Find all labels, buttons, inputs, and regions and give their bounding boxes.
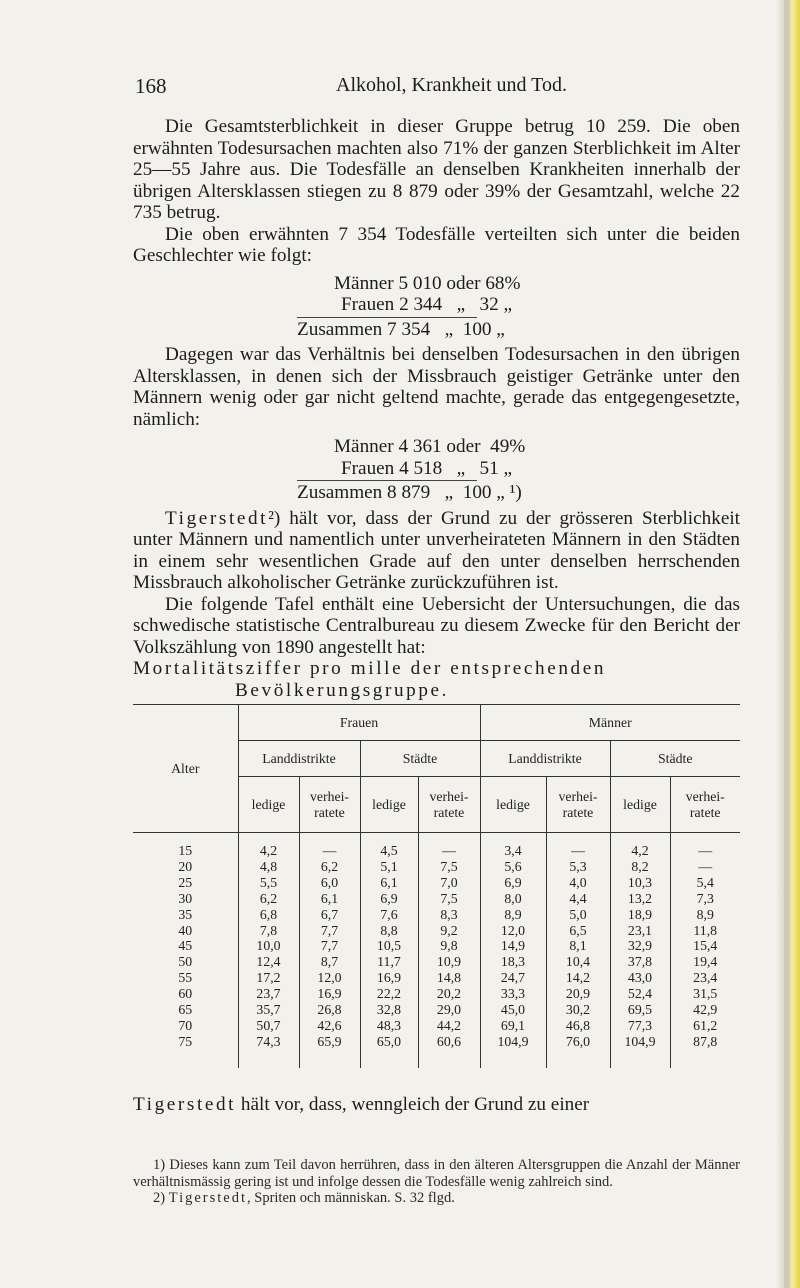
rate-cell: 8,8 (360, 923, 418, 939)
rate-cell: 6,7 (299, 907, 360, 923)
rate-cell: 13,2 (610, 891, 670, 907)
table-row (133, 1034, 740, 1068)
rate-cell: 7,3 (696, 890, 714, 906)
rate-cell: 7,7 (299, 923, 360, 939)
rate-cell: 14,9 (480, 938, 546, 954)
rate-cell: 4,8 (238, 859, 299, 875)
rate-cell: 14,8 (418, 970, 480, 986)
rate-cell: 48,3 (360, 1018, 418, 1034)
table-row (133, 970, 740, 986)
rate-cell: 45,0 (480, 1002, 546, 1018)
header-verheiratete: verhei- ratete (670, 777, 740, 833)
table-caption (133, 658, 740, 701)
rate-cell: 8,9 (696, 906, 714, 922)
header-staedte: Städte (610, 741, 740, 777)
rate-cell: 10,0 (238, 938, 299, 954)
rate-cell: — (546, 833, 610, 859)
table-row (133, 859, 740, 875)
header-landdistrikte: Landdistrikte (238, 741, 360, 777)
rate-cell: 104,9 (610, 1034, 670, 1068)
age-cell: 45 (133, 938, 238, 954)
rate-cell: 77,3 (610, 1018, 670, 1034)
rate-cell: — (698, 858, 713, 874)
mortality-table (133, 704, 740, 1068)
age-cell: 75 (133, 1034, 238, 1068)
rate-cell: 6,0 (299, 875, 360, 891)
sum-table-2 (133, 436, 740, 504)
rate-cell: 5,6 (480, 859, 546, 875)
age-cell: 65 (133, 1002, 238, 1018)
footnote-1: 1) Dieses kann zum Teil davon herrühren, dass in den älteren Altersgruppen die Anzahl der Männer verhältnismässig gering ist und infolge dessen die Todesfälle wenig zahlreich sind. (133, 1157, 740, 1190)
rate-cell: 8,3 (418, 907, 480, 923)
header-alter: Alter (133, 705, 238, 833)
table-row (133, 1018, 740, 1034)
header-ledige: ledige (360, 777, 418, 833)
age-cell: 55 (133, 970, 238, 986)
rate-cell: 32,9 (610, 938, 670, 954)
caption-line-1: Mortalitätsziffer pro mille der entsprechenden (133, 658, 607, 679)
table-row (133, 938, 740, 954)
table-row (133, 833, 740, 859)
rate-cell: 15,4 (693, 938, 718, 954)
rate-cell: 12,0 (480, 923, 546, 939)
header-ledige: ledige (610, 777, 670, 833)
header-verheiratete: verhei- ratete (299, 777, 360, 833)
rate-cell: 8,9 (480, 907, 546, 923)
rate-cell: 7,8 (238, 923, 299, 939)
sum-line-men: Männer 5 010 oder 68% (334, 272, 521, 294)
age-cell: 20 (133, 859, 238, 875)
rate-cell: 6,9 (360, 891, 418, 907)
rate-cell: 5,3 (546, 859, 610, 875)
rate-cell: — (299, 833, 360, 859)
rate-cell: 17,2 (238, 970, 299, 986)
rate-cell: 61,2 (693, 1017, 718, 1033)
rate-cell: 76,0 (546, 1034, 610, 1068)
rate-cell: 4,5 (360, 833, 418, 859)
continuation-line-text: hält vor, dass, wenngleich der Grund zu einer (236, 1094, 590, 1115)
table-row (133, 986, 740, 1002)
rate-cell: 12,0 (299, 970, 360, 986)
footnote-author: Tigerstedt (168, 1190, 247, 1206)
rate-cell: 16,9 (360, 970, 418, 986)
continuation-line (133, 1094, 740, 1116)
rate-cell: 9,2 (418, 923, 480, 939)
rate-cell: 12,4 (238, 954, 299, 970)
rate-cell: 31,5 (693, 986, 718, 1002)
rate-cell: 37,8 (610, 954, 670, 970)
rate-cell: 42,6 (299, 1018, 360, 1034)
rate-cell: 35,7 (238, 1002, 299, 1018)
rate-cell: 6,1 (299, 891, 360, 907)
rate-cell: 65,0 (360, 1034, 418, 1068)
rate-cell: 6,2 (299, 859, 360, 875)
rate-cell: 7,7 (299, 938, 360, 954)
rate-cell: 4,2 (238, 833, 299, 859)
age-cell: 70 (133, 1018, 238, 1034)
paragraph-3: Dagegen war das Verhältnis bei denselben Todesursachen in den übrigen Altersklassen, in denen sich der Missbrauch geistiger Getränke unter den Männern wenig oder gar nicht geltend machte, gerade das entgegengesetzte, nämlich: (133, 344, 740, 430)
table-row (133, 907, 740, 923)
rate-cell: 18,9 (610, 907, 670, 923)
rate-cell: 11,8 (693, 922, 718, 938)
rate-cell: — (418, 833, 480, 859)
paragraph-4-text: ²) hält vor, dass der Grund zu der grösseren Sterblichkeit unter Männern und namentlich unter unverheirateten Männern in den Städten in einem sehr wesentlichen Grade auf den unter denselben herrschenden Missbrauch alkoholischer Getränke zurückzuführen ist. (133, 507, 740, 593)
rate-cell: 29,0 (418, 1002, 480, 1018)
table-row (133, 954, 740, 970)
rate-cell: 6,5 (546, 923, 610, 939)
rate-cell: 32,8 (360, 1002, 418, 1018)
footnotes (133, 1157, 740, 1207)
paragraph-2: Die oben erwähnten 7 354 Todesfälle verteilten sich unter die beiden Geschlechter wie folgt: (133, 223, 740, 266)
rate-cell: 23,7 (238, 986, 299, 1002)
paragraph-5: Die folgende Tafel enthält eine Uebersicht der Untersuchungen, die das schwedische statistische Centralbureau zu diesem Zwecke für den Bericht der Volkszählung von 1890 angestellt hat: (133, 593, 740, 658)
rate-cell: 5,0 (546, 907, 610, 923)
header-landdistrikte: Landdistrikte (480, 741, 610, 777)
rate-cell: 65,9 (299, 1034, 360, 1068)
rate-cell: 44,2 (418, 1018, 480, 1034)
header-ledige: ledige (480, 777, 546, 833)
rate-cell: 52,4 (610, 986, 670, 1002)
sum-line-women: Frauen 4 518 „ 51 „ (341, 457, 513, 479)
page-number: 168 (135, 74, 167, 98)
rate-cell: 5,4 (696, 874, 714, 890)
rate-cell: 50,7 (238, 1018, 299, 1034)
sum-rule (297, 480, 477, 481)
mortality-table-body (133, 833, 740, 1068)
rate-cell: 10,3 (610, 875, 670, 891)
paragraph-4 (133, 508, 740, 594)
table-row (133, 891, 740, 907)
running-head: Alkohol, Krankheit und Tod. (336, 74, 567, 96)
rate-cell: 74,3 (238, 1034, 299, 1068)
rate-cell: 14,2 (546, 970, 610, 986)
age-cell: 60 (133, 986, 238, 1002)
body-text (133, 116, 740, 701)
page-edge-shadow (784, 0, 790, 1288)
rate-cell: 69,5 (610, 1002, 670, 1018)
continuation-text (133, 1094, 740, 1116)
sum-rule (297, 317, 477, 318)
author-name: Tigerstedt (165, 507, 269, 529)
rate-cell: 104,9 (480, 1034, 546, 1068)
rate-cell: 26,8 (299, 1002, 360, 1018)
header-staedte: Städte (360, 741, 480, 777)
age-cell: 30 (133, 891, 238, 907)
header-maenner: Männer (480, 705, 740, 741)
rate-cell: 87,8 (693, 1033, 718, 1049)
rate-cell: 5,1 (360, 859, 418, 875)
rate-cell: 5,5 (238, 875, 299, 891)
rate-cell: 10,9 (418, 954, 480, 970)
rate-cell: — (698, 843, 713, 858)
caption-line-2: Bevölkerungsgruppe. (235, 679, 450, 701)
rate-cell: 10,5 (360, 938, 418, 954)
footnote-2-text: , Spriten och människan. S. 32 flgd. (247, 1190, 455, 1206)
table-row (133, 923, 740, 939)
rate-cell: 43,0 (610, 970, 670, 986)
rate-cell: 6,9 (480, 875, 546, 891)
rate-cell: 7,5 (418, 891, 480, 907)
rate-cell: 18,3 (480, 954, 546, 970)
sum-line-women: Frauen 2 344 „ 32 „ (341, 294, 513, 315)
rate-cell: 30,2 (546, 1002, 610, 1018)
rate-cell: 23,4 (693, 970, 718, 986)
sum-line-men: Männer 4 361 oder 49% (334, 436, 526, 457)
sum-line-total: Zusammen 7 354 „ 100 „ (297, 318, 505, 340)
rate-cell: 6,1 (360, 875, 418, 891)
rate-cell: 20,2 (418, 986, 480, 1002)
rate-cell: 4,2 (610, 833, 670, 859)
age-cell: 50 (133, 954, 238, 970)
header-verheiratete: verhei- ratete (418, 777, 480, 833)
rate-cell: 8,7 (299, 954, 360, 970)
age-cell: 15 (133, 833, 238, 859)
age-cell: 40 (133, 923, 238, 939)
rate-cell: 46,8 (546, 1018, 610, 1034)
rate-cell: 60,6 (418, 1034, 480, 1068)
rate-cell: 3,4 (480, 833, 546, 859)
table-row (133, 875, 740, 891)
header-verheiratete: verhei- ratete (546, 777, 610, 833)
rate-cell: 6,2 (238, 891, 299, 907)
paragraph-1: Die Gesamtsterblichkeit in dieser Gruppe betrug 10 259. Die oben erwähnten Todesursachen machten also 71% der ganzen Sterblichkeit im Alter 25—55 Jahre aus. Die Todesfälle an denselben Krankheiten innerhalb der übrigen Altersklassen stiegen zu 8 879 oder 39% der Gesamtzahl, welche 22 735 betrug. (133, 116, 740, 223)
rate-cell: 19,4 (693, 954, 718, 970)
rate-cell: 4,4 (546, 891, 610, 907)
header-ledige: ledige (238, 777, 299, 833)
rate-cell: 7,0 (418, 875, 480, 891)
rate-cell: 22,2 (360, 986, 418, 1002)
rate-cell: 11,7 (360, 954, 418, 970)
rate-cell: 20,9 (546, 986, 610, 1002)
age-cell: 35 (133, 907, 238, 923)
rate-cell: 10,4 (546, 954, 610, 970)
rate-cell: 4,0 (546, 875, 610, 891)
rate-cell: 16,9 (299, 986, 360, 1002)
rate-cell: 33,3 (480, 986, 546, 1002)
rate-cell: 7,6 (360, 907, 418, 923)
rate-cell: 9,8 (418, 938, 480, 954)
rate-cell: 69,1 (480, 1018, 546, 1034)
rate-cell: 8,0 (480, 891, 546, 907)
header-frauen: Frauen (238, 705, 480, 741)
rate-cell: 42,9 (693, 1002, 718, 1018)
footnote-2: 2) Tigerstedt, Spriten och människan. S. 32 flgd. (153, 1190, 455, 1206)
rate-cell: 24,7 (480, 970, 546, 986)
sum-table-1 (133, 273, 740, 341)
author-name: Tigerstedt (133, 1094, 237, 1115)
rate-cell: 6,8 (238, 907, 299, 923)
rate-cell: 8,2 (610, 859, 670, 875)
age-cell: 25 (133, 875, 238, 891)
rate-cell: 7,5 (418, 859, 480, 875)
table-row (133, 1002, 740, 1018)
rate-cell: 8,1 (546, 938, 610, 954)
rate-cell: 23,1 (610, 923, 670, 939)
sum-line-total: Zusammen 8 879 „ 100 „ ¹) (297, 482, 522, 503)
